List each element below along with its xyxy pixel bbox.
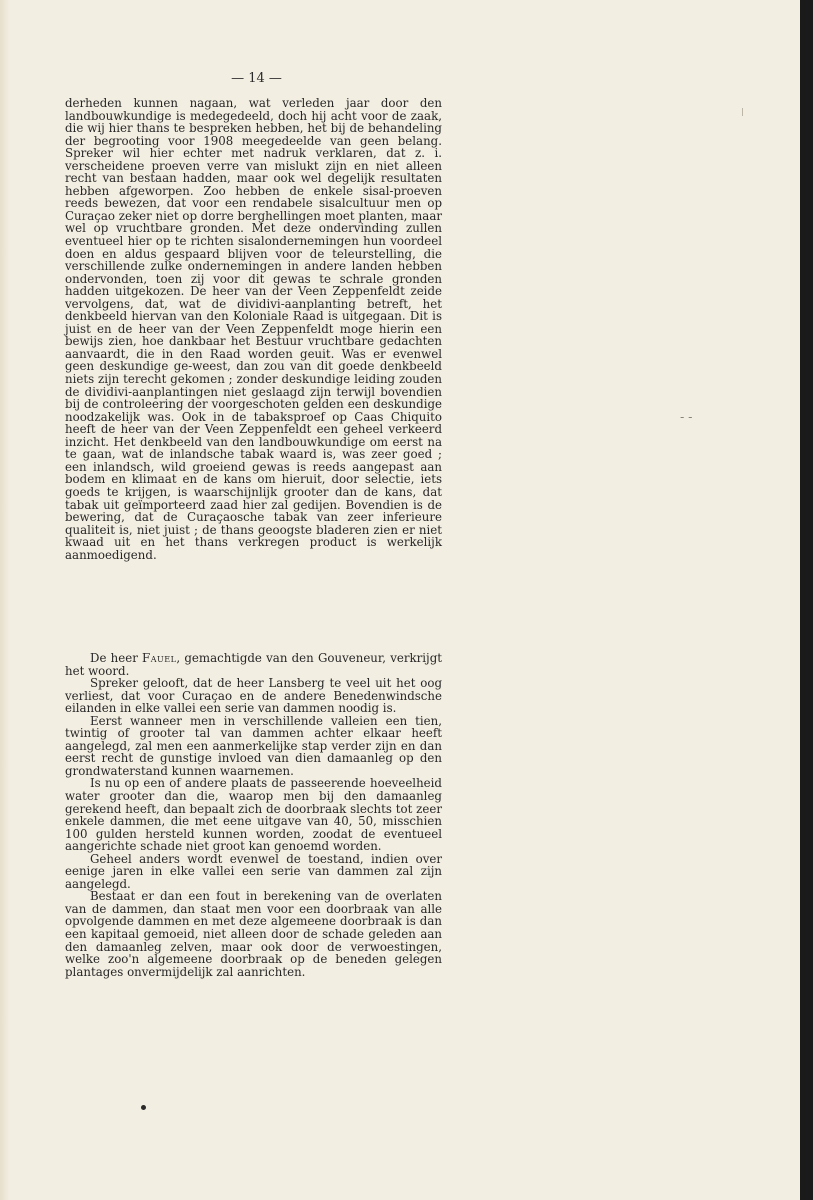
paragraph: Eerst wanneer men in verschillende valleien een tien, twintig of grooter tal van dammen achter elkaar heeft aangelegd, zal men een aanmerkelijke stap verder zijn en dan eerst recht de gunstige invloed van dien damaanleg op den grondwaterstand kunnen waarnemen. <box>65 713 442 778</box>
page-number: — 14 — <box>231 71 282 86</box>
paragraph: Spreker gelooft, dat de heer Lansberg te veel uit het oog verliest, dat voor Curaçao en de andere Benedenwindsche eilanden in elke vallei een serie van dammen noodig is. <box>65 676 442 716</box>
text-block-top <box>65 97 442 561</box>
paragraph: Bestaat er dan een fout in berekening van de overlaten van de dammen, dan staat men voor een doorbraak van alle opvolgende dammen en met deze algemeene doorbraak is dan een kapitaal gemoeid, niet alleen door de schade geleden aan den damaanleg zelven, maar ook door de verwoestingen, welke zoo'n algemeene doorbraak op de beneden gelegen plantages onvermijdelijk zal aanrichten. <box>65 889 442 979</box>
paragraph: Is nu op een of andere plaats de passeerende hoeveelheid water grooter dan die, waarop men bij den damaanleg gerekend heeft, dan bepaalt zich de doorbraak slechts tot zeer enkele dammen, die met eene uitgave van 40, 50, misschien 100 gulden hersteld kunnen worden, zoodat de eventueel aangerichte schade niet groot kan genoemd worden. <box>65 776 442 854</box>
speaker-name: Fauel <box>142 651 177 665</box>
paragraph: derheden kunnen nagaan, wat verleden jaar door den landbouwkundige is medegedeeld, doch hij acht voor de zaak, die wij hier thans te bespreken hebben, het bij de behandeling der begrooting voor 1908 meegedeelde van geen belang. Spreker wil hier echter met nadruk verklaren, dat z. i. verscheidene proeven verre van mislukt zijn en niet alleen recht van bestaan hadden, maar ook wel degelijk resultaten hebben afgeworpen. Zoo hebben de enkele sisal-proeven reeds bewezen, dat voor een rendabele sisalcultuur men op Curaçao zeker niet op dorre berghellingen moet planten, maar wel op vruchtbare gronden. Met deze ondervinding zullen eventueel hier op te richten sisalondernemingen hun voordeel doen en aldus gespaard blijven voor de teleurstelling, die verschillende zulke ondernemingen in andere landen hebben ondervonden, toen zij voor dit gewas te schrale gronden hadden uitgekozen. De heer van der Veen Zeppenfeldt zeide vervolgens, dat, wat de dividivi-aanplanting betreft, het denkbeeld hiervan van den Koloniale Raad is uitgegaan. Dit is juist en de heer van der Veen Zeppenfeldt moge hierin een bewijs zien, hoe dankbaar het Bestuur vruchtbare gedachten aanvaardt, die in den Raad worden geuit. Was er evenwel geen deskundige ge-weest, dan zou van dit goede denkbeeld niets zijn terecht gekomen ; zonder deskundige leiding zouden de dividivi-aanplantingen niet geslaagd zijn terwijl bovendien bij de controleering der voorgeschoten gelden een deskundige noodzakelijk was. Ook in de tabaksproef op Caas Chiquito heeft de heer van der Veen Zeppenfeldt een geheel verkeerd inzicht. Het denkbeeld van den landbouwkundige om eerst na te gaan, wat de inlandsche tabak waard is, was zeer goed ; een inlandsch, wild groeiend gewas is reeds aangepast aan bodem en klimaat en de kans om hieruit, door selectie, iets goeds te krijgen, is waarschijnlijk grooter dan de kans, dat tabak uit geïmporteerd zaad hier zal gedijen. Bovendien is de bewering, dat de Curaçaosche tabak van zeer inferieure qualiteit is, niet juist ; de thans geoogste bladeren zien er niet kwaad uit en het thans verkregen product is werkelijk aanmoedigend. <box>65 96 442 562</box>
text-block-bottom <box>65 652 442 978</box>
margin-mark: - - <box>680 410 693 424</box>
scan-edge-bar <box>800 0 813 1200</box>
paragraph: Geheel anders wordt evenwel de toestand, indien over eenige jaren in elke vallei een serie van dammen zal zijn aangelegd. <box>65 851 442 891</box>
speaker-intro-prefix: De heer <box>90 651 143 665</box>
ink-dot <box>141 1105 146 1110</box>
speaker-intro-paragraph <box>65 652 442 677</box>
margin-tick <box>742 108 743 116</box>
speaker-intro-suffix: , gemachtigde van den Gouveneur, verkrijgt het woord. <box>65 651 442 678</box>
